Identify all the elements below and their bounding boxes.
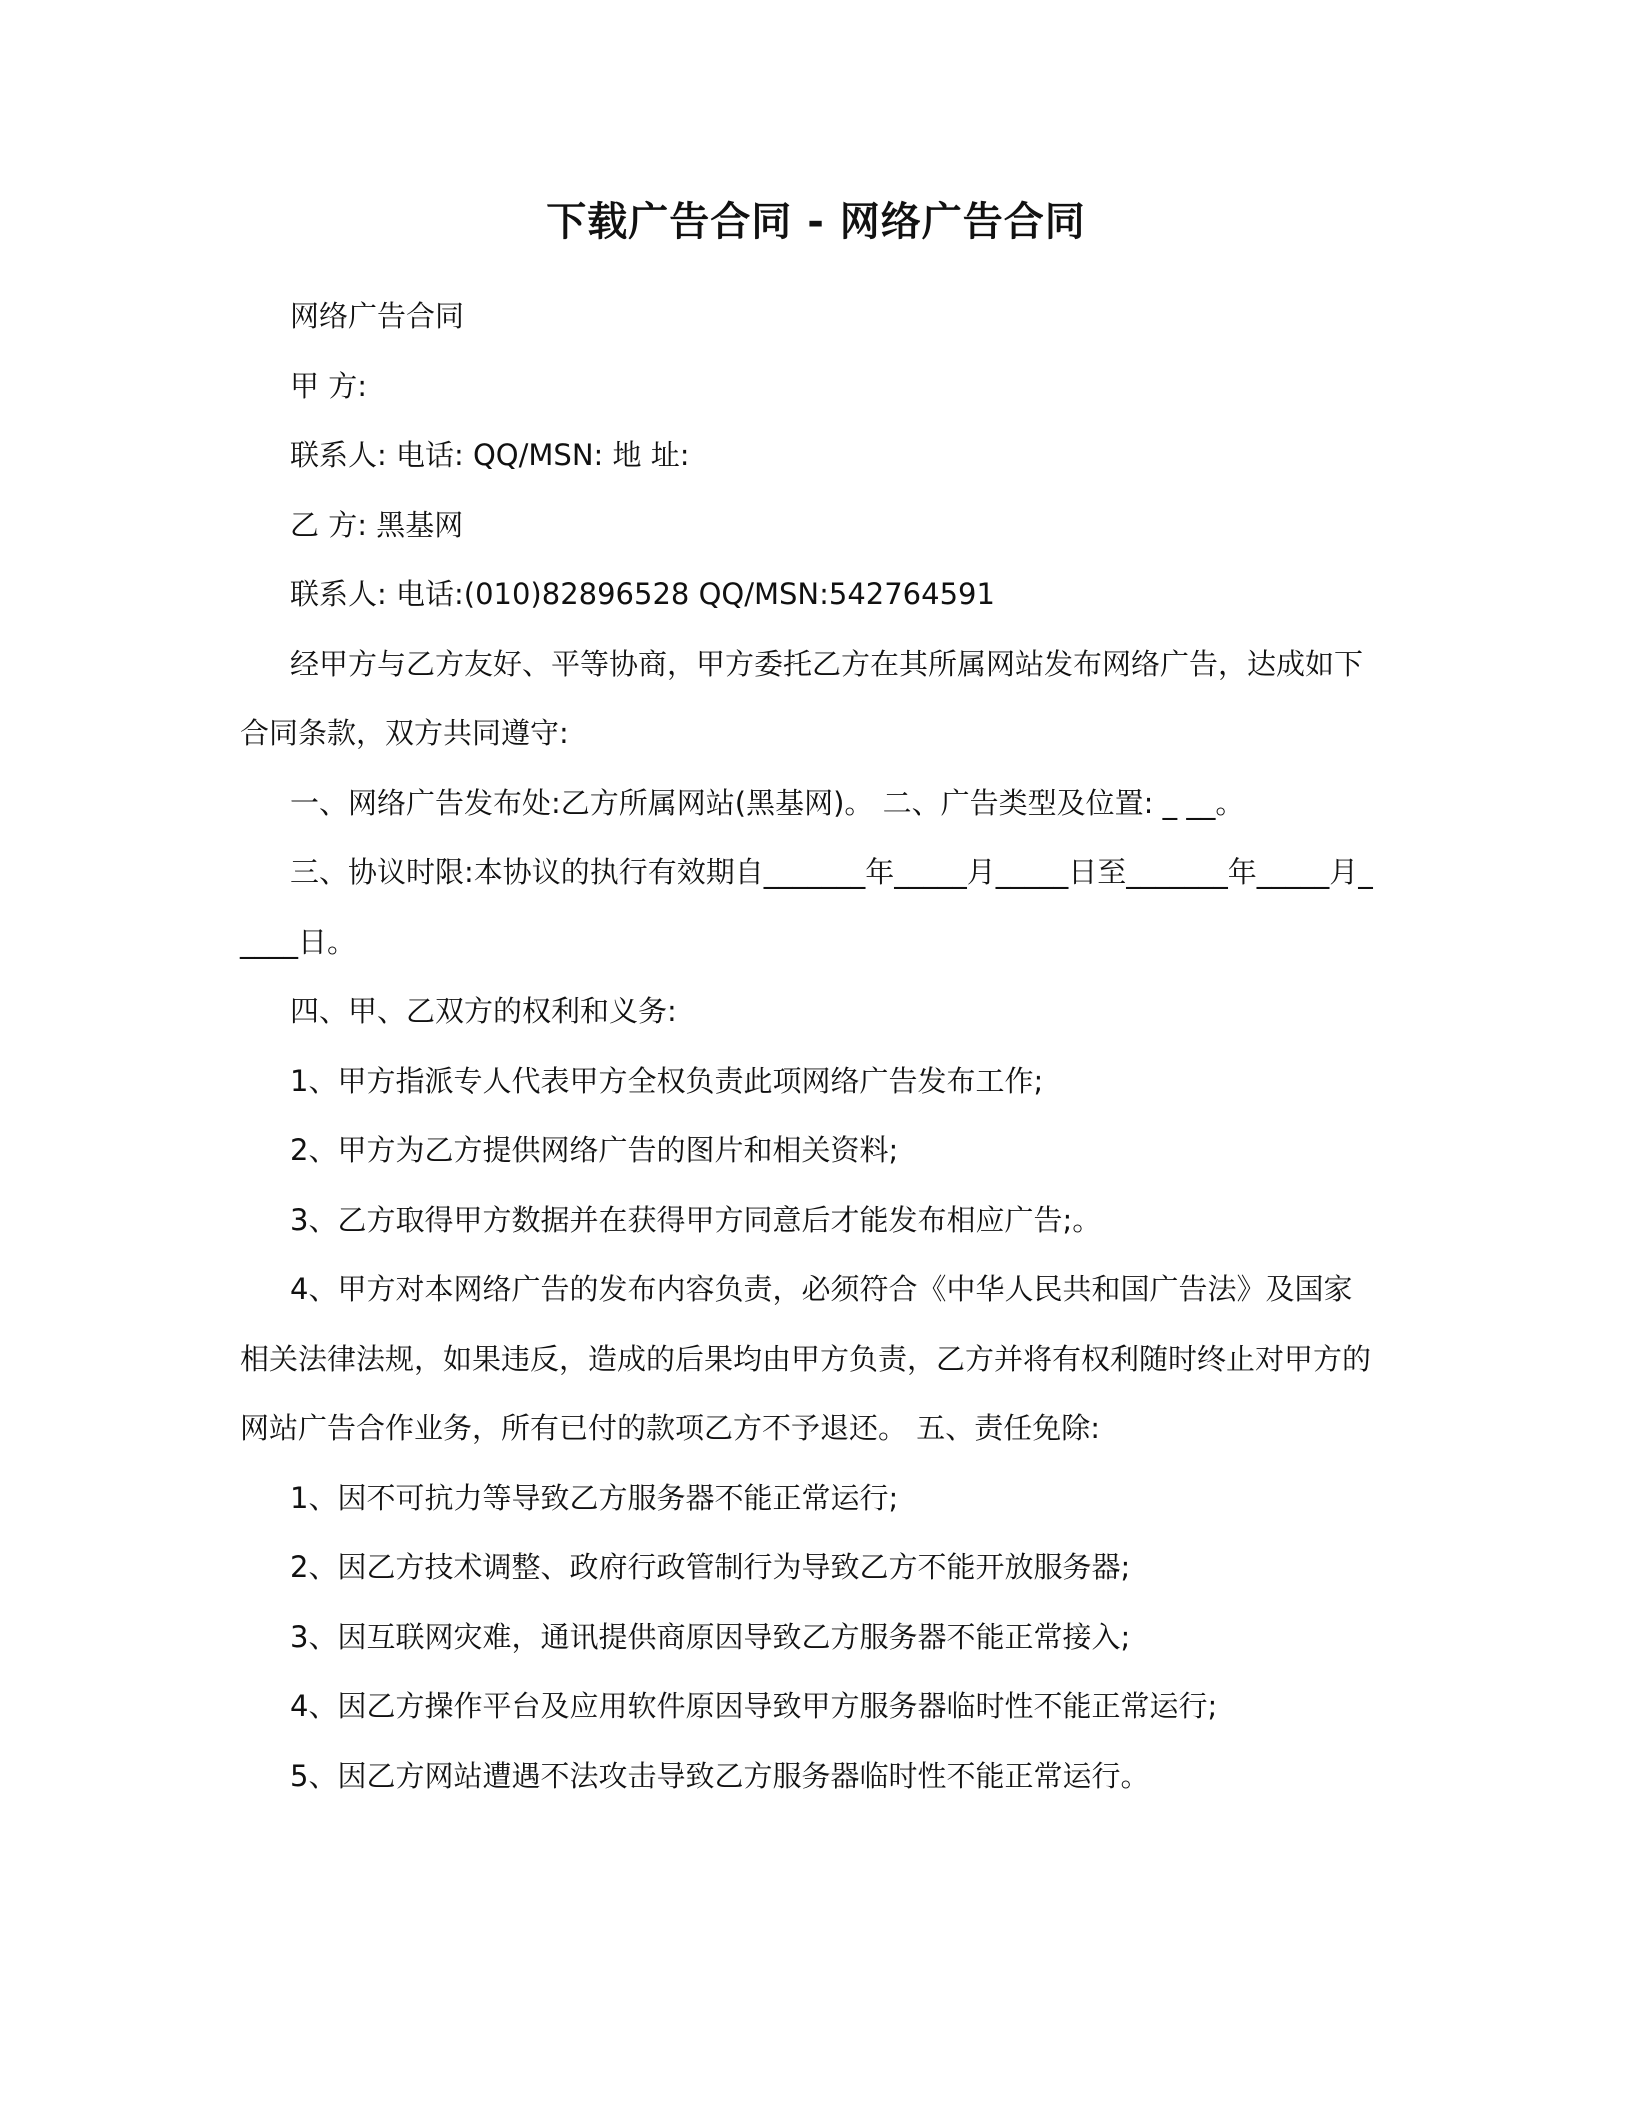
paragraph-item-4-1: 1、甲方指派专人代表甲方全权负责此项网络广告发布工作;: [290, 1063, 1044, 1098]
paragraph-heading: 网络广告合同: [290, 299, 465, 333]
paragraph-item-5-1: 1、因不可抗力等导致乙方服务器不能正常运行;: [290, 1480, 899, 1515]
paragraph-party-a-contact: 联系人: 电话: QQ/MSN: 地 址:: [290, 438, 690, 472]
paragraph-intro: 经甲方与乙方友好、平等协商，甲方委托乙方在其所属网站发布网络广告，达成如下合同条款，双方共同遵守:: [240, 646, 1364, 750]
document-title: 下载广告合同 - 网络广告合同: [546, 199, 1086, 245]
paragraph-item-5-4: 4、因乙方操作平台及应用软件原因导致甲方服务器临时性不能正常运行;: [290, 1689, 1218, 1723]
paragraph-item-5-3: 3、因互联网灾难，通讯提供商原因导致乙方服务器不能正常接入;: [290, 1619, 1131, 1654]
paragraph-clause-1-2: 一、网络广告发布处:乙方所属网站(黑基网)。 二、广告类型及位置: _ __。: [290, 785, 1245, 820]
paragraph-clause-4: 四、甲、乙双方的权利和义务:: [290, 994, 677, 1028]
paragraph-clause-3: 三、协议时限:本协议的执行有效期自_______年_____月_____日至_______年_____月_____日。: [240, 855, 1373, 959]
paragraph-party-a: 甲 方:: [290, 368, 367, 403]
paragraph-item-4-3: 3、乙方取得甲方数据并在获得甲方同意后才能发布相应广告;。: [290, 1202, 1102, 1237]
paragraph-item-5-2: 2、因乙方技术调整、政府行政管制行为导致乙方不能开放服务器;: [290, 1550, 1131, 1584]
paragraph-item-4-2: 2、甲方为乙方提供网络广告的图片和相关资料;: [290, 1133, 899, 1167]
document-body: [240, 282, 1380, 1811]
paragraph-party-b-contact: 联系人: 电话:(010)82896528 QQ/MSN:542764591: [290, 577, 995, 611]
paragraph-party-b: 乙 方: 黑基网: [290, 507, 464, 542]
paragraph-item-4-4: 4、甲方对本网络广告的发布内容负责，必须符合《中华人民共和国广告法》及国家相关法律法规，如果违反，造成的后果均由甲方负责，乙方并将有权利随时终止对甲方的网站广告合作业务，所有已付的款项乙方不予退还。 五、责任免除:: [240, 1272, 1372, 1445]
paragraph-item-5-5: 5、因乙方网站遭遇不法攻击导致乙方服务器临时性不能正常运行。: [290, 1758, 1150, 1793]
